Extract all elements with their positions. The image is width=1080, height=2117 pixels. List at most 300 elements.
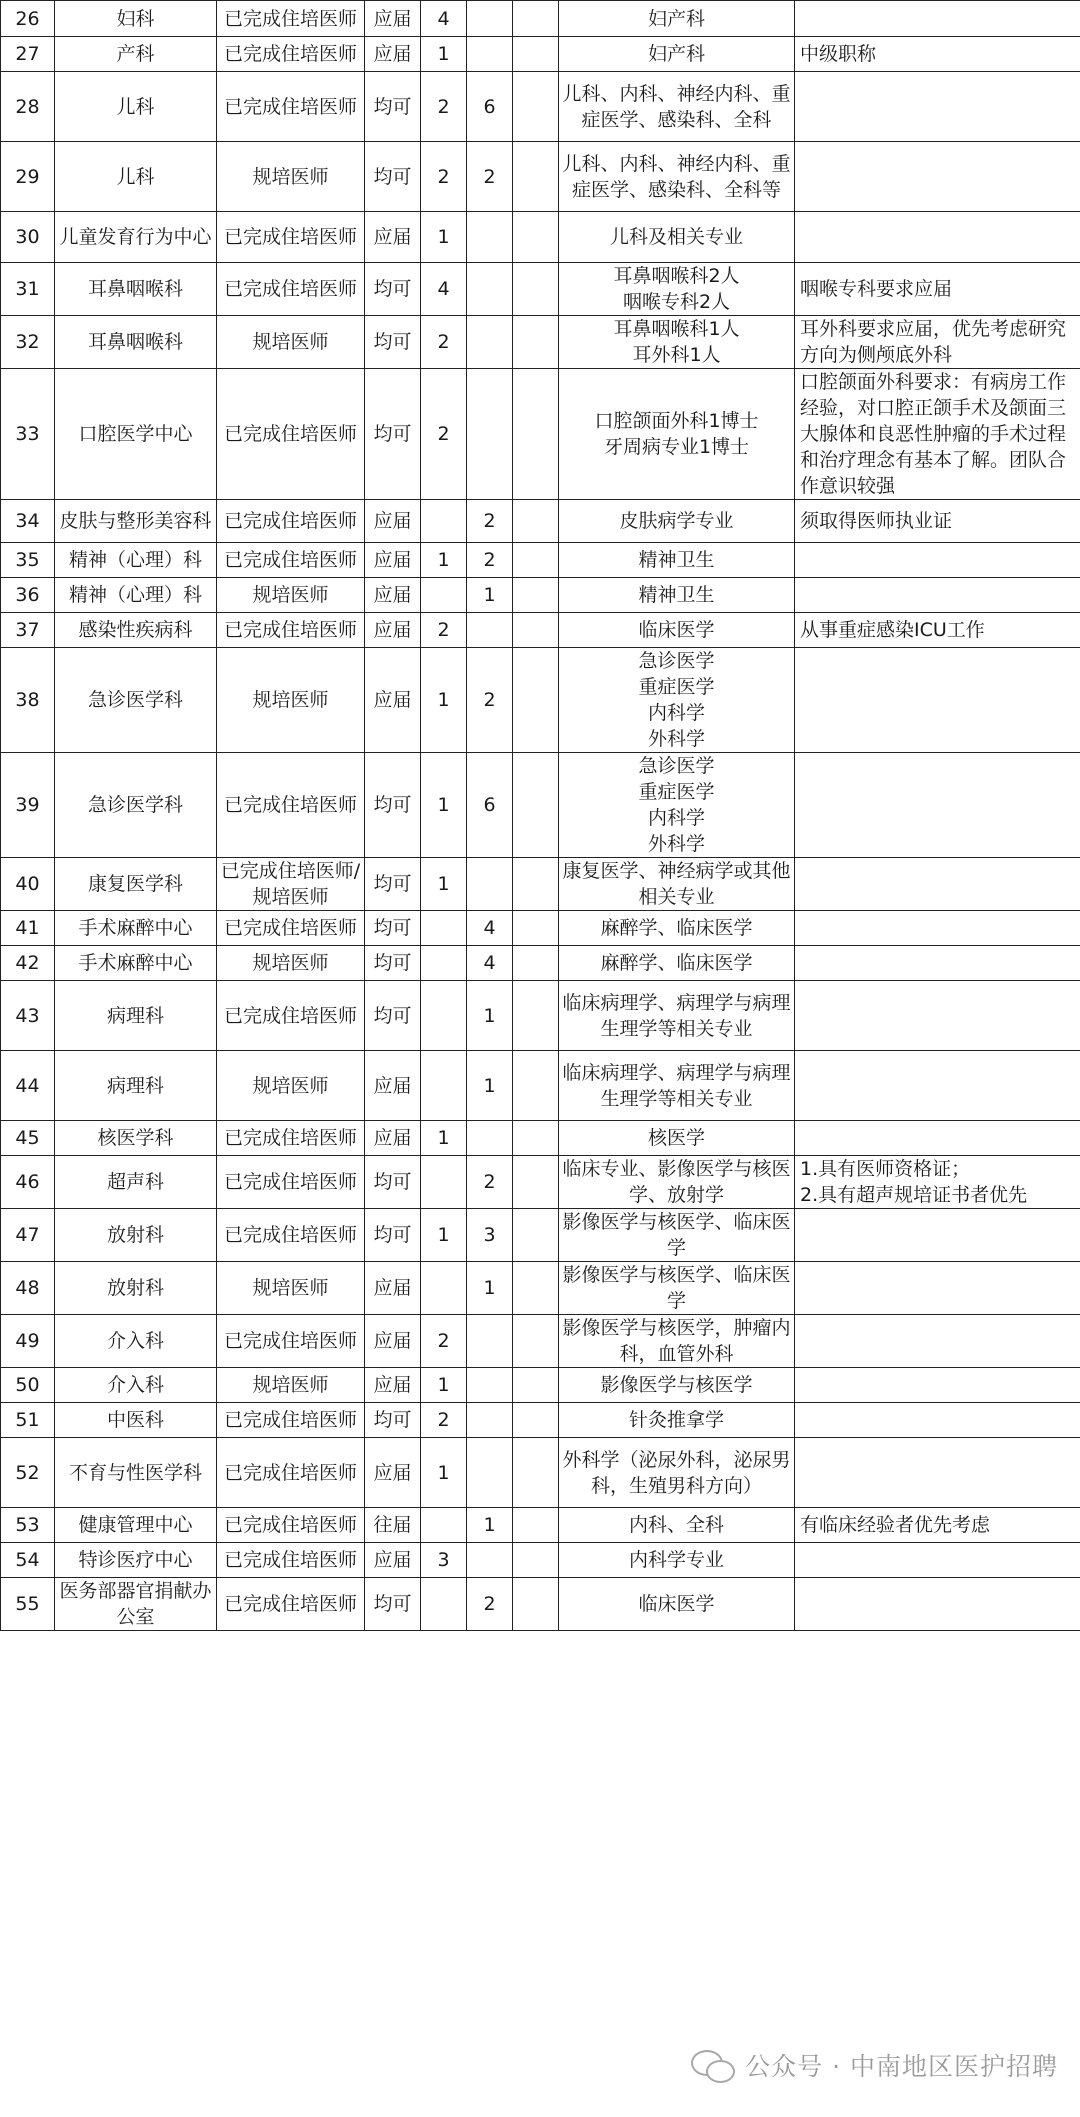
count-cell-1: 4: [421, 1, 467, 37]
count-cell-1: [421, 911, 467, 946]
count-cell-1: 2: [421, 72, 467, 142]
department-cell: 口腔医学中心: [55, 369, 217, 500]
remarks-cell: [795, 1262, 1080, 1315]
department-cell: 不育与性医学科: [55, 1438, 217, 1508]
table-row: [1, 263, 1080, 316]
count-cell-3: [513, 1438, 559, 1508]
count-cell-3: [513, 946, 559, 981]
count-cell-2: [467, 1315, 513, 1368]
count-cell-1: [421, 981, 467, 1051]
remarks-cell: [795, 1578, 1080, 1631]
count-cell-1: 1: [421, 648, 467, 753]
department-cell: 超声科: [55, 1156, 217, 1209]
table-row: [1, 1368, 1080, 1403]
department-cell: 儿科: [55, 72, 217, 142]
major-cell: [559, 1543, 795, 1578]
major-line: 麻醉学、临床医学: [600, 917, 753, 939]
major-cell: [559, 753, 795, 858]
count-cell-2: [467, 1543, 513, 1578]
department-cell: 放射科: [55, 1209, 217, 1262]
major-line: 临床病理学、病理学与病理: [562, 1061, 791, 1084]
count-cell-2: [467, 37, 513, 72]
position-type-cell: 已完成住培医师: [217, 1156, 365, 1209]
row-number: 49: [1, 1315, 55, 1368]
row-number: 45: [1, 1121, 55, 1156]
major-line: 生理学等相关专业: [600, 1087, 753, 1110]
count-cell-3: [513, 578, 559, 613]
position-type-cell: 已完成住培医师: [217, 1543, 365, 1578]
row-number: 54: [1, 1543, 55, 1578]
count-cell-2: 4: [467, 946, 513, 981]
position-type-cell: 已完成住培医师: [217, 1121, 365, 1156]
department-cell: 急诊医学科: [55, 753, 217, 858]
graduate-status-cell: 应届: [365, 613, 421, 648]
count-cell-2: [467, 1, 513, 37]
major-line: 内科学专业: [628, 1549, 724, 1571]
remarks-cell: 口腔颌面外科要求：有病房工作经验，对口腔正颌手术及颌面三大腺体和良恶性肿瘤的手术过程和治疗理念有基本了解。团队合作意识较强: [795, 369, 1080, 500]
count-cell-3: [513, 263, 559, 316]
major-line: 重症医学: [638, 676, 715, 698]
count-cell-2: 2: [467, 500, 513, 543]
graduate-status-cell: 均可: [365, 316, 421, 369]
position-type-cell: 已完成住培医师: [217, 911, 365, 946]
position-type-cell: 规培医师: [217, 1051, 365, 1121]
row-number: 47: [1, 1209, 55, 1262]
count-cell-2: [467, 1368, 513, 1403]
count-cell-3: [513, 858, 559, 911]
count-cell-1: [421, 1156, 467, 1209]
count-cell-3: [513, 1156, 559, 1209]
count-cell-1: 1: [421, 1121, 467, 1156]
row-number: 38: [1, 648, 55, 753]
remarks-cell: [795, 1438, 1080, 1508]
count-cell-2: [467, 613, 513, 648]
position-type-cell: 已完成住培医师: [217, 1209, 365, 1262]
table-row: [1, 648, 1080, 753]
count-cell-2: [467, 1438, 513, 1508]
count-cell-3: [513, 981, 559, 1051]
graduate-status-cell: 应届: [365, 543, 421, 578]
count-cell-1: [421, 578, 467, 613]
row-number: 44: [1, 1051, 55, 1121]
major-line: 影像医学与核医学、临床医: [562, 1211, 791, 1233]
count-cell-2: [467, 316, 513, 369]
count-cell-1: 2: [421, 1315, 467, 1368]
count-cell-3: [513, 648, 559, 753]
count-cell-3: [513, 1262, 559, 1315]
graduate-status-cell: 均可: [365, 369, 421, 500]
row-number: 27: [1, 37, 55, 72]
graduate-status-cell: 均可: [365, 911, 421, 946]
count-cell-3: [513, 142, 559, 212]
graduate-status-cell: 均可: [365, 1578, 421, 1631]
row-number: 31: [1, 263, 55, 316]
major-line: 影像医学与核医学、临床医: [562, 1264, 791, 1286]
department-cell: 医务部器官捐献办公室: [55, 1578, 217, 1631]
major-line: 急诊医学: [638, 650, 715, 672]
table-row: [1, 72, 1080, 142]
watermark-text: 公众号 · 中南地区医护招聘: [745, 2052, 1058, 2081]
count-cell-3: [513, 613, 559, 648]
count-cell-1: 1: [421, 212, 467, 263]
position-type-cell: 规培医师: [217, 1262, 365, 1315]
major-line: 内科学: [647, 807, 705, 829]
major-line: 牙周病专业1博士: [603, 436, 750, 458]
major-line: 儿科、内科、神经内科、重: [562, 152, 791, 175]
major-line: 学: [666, 1237, 686, 1259]
remarks-cell: 从事重症感染ICU工作: [795, 613, 1080, 648]
position-type-cell: 规培医师: [217, 578, 365, 613]
major-cell: [559, 142, 795, 212]
graduate-status-cell: 应届: [365, 1, 421, 37]
count-cell-1: 2: [421, 1403, 467, 1438]
department-cell: 儿童发育行为中心: [55, 212, 217, 263]
major-line: 科，生殖男科方向）: [590, 1474, 762, 1497]
major-line: 学: [666, 1290, 686, 1312]
position-type-cell: 已完成住培医师: [217, 1, 365, 37]
graduate-status-cell: 应届: [365, 578, 421, 613]
major-line: 耳鼻咽喉科1人: [613, 318, 740, 340]
count-cell-2: [467, 1121, 513, 1156]
major-line: 学、放射学: [628, 1184, 724, 1206]
department-cell: 特诊医疗中心: [55, 1543, 217, 1578]
major-cell: [559, 981, 795, 1051]
remarks-cell: 咽喉专科要求应届: [795, 263, 1080, 316]
remarks-cell: [795, 72, 1080, 142]
major-line: 针灸推拿学: [628, 1409, 724, 1431]
row-number: 48: [1, 1262, 55, 1315]
position-type-cell: 已完成住培医师: [217, 1403, 365, 1438]
table-row: [1, 1156, 1080, 1209]
position-type-cell: 已完成住培医师: [217, 263, 365, 316]
table-row: [1, 1543, 1080, 1578]
count-cell-1: [421, 1508, 467, 1543]
major-line: 精神卫生: [638, 549, 715, 571]
row-number: 26: [1, 1, 55, 37]
remarks-cell: [795, 648, 1080, 753]
row-number: 32: [1, 316, 55, 369]
remarks-cell: [795, 858, 1080, 911]
count-cell-2: 2: [467, 1156, 513, 1209]
graduate-status-cell: 均可: [365, 142, 421, 212]
row-number: 30: [1, 212, 55, 263]
count-cell-1: 2: [421, 316, 467, 369]
major-cell: [559, 1121, 795, 1156]
position-type-cell: 已完成住培医师/规培医师: [217, 858, 365, 911]
row-number: 37: [1, 613, 55, 648]
department-cell: 手术麻醉中心: [55, 946, 217, 981]
major-cell: [559, 1262, 795, 1315]
count-cell-2: 4: [467, 911, 513, 946]
position-type-cell: 已完成住培医师: [217, 1438, 365, 1508]
major-cell: [559, 1508, 795, 1543]
row-number: 36: [1, 578, 55, 613]
position-type-cell: 已完成住培医师: [217, 753, 365, 858]
department-cell: 手术麻醉中心: [55, 911, 217, 946]
graduate-status-cell: 均可: [365, 981, 421, 1051]
table-row: [1, 858, 1080, 911]
count-cell-1: 4: [421, 263, 467, 316]
count-cell-3: [513, 316, 559, 369]
major-line: 内科、全科: [628, 1514, 724, 1536]
major-cell: [559, 72, 795, 142]
count-cell-3: [513, 543, 559, 578]
row-number: 55: [1, 1578, 55, 1631]
graduate-status-cell: 应届: [365, 1121, 421, 1156]
graduate-status-cell: 应届: [365, 1262, 421, 1315]
graduate-status-cell: 应届: [365, 1051, 421, 1121]
row-number: 41: [1, 911, 55, 946]
table-row: [1, 613, 1080, 648]
graduate-status-cell: 均可: [365, 858, 421, 911]
major-line: 皮肤病学专业: [619, 510, 734, 532]
table-row: [1, 1209, 1080, 1262]
remarks-cell: [795, 753, 1080, 858]
department-cell: 介入科: [55, 1315, 217, 1368]
graduate-status-cell: 应届: [365, 500, 421, 543]
count-cell-1: [421, 500, 467, 543]
major-line: 咽喉专科2人: [622, 291, 731, 313]
count-cell-1: 1: [421, 753, 467, 858]
major-line: 重症医学: [638, 781, 715, 803]
count-cell-2: 2: [467, 1578, 513, 1631]
department-cell: 康复医学科: [55, 858, 217, 911]
major-line: 临床医学: [638, 619, 715, 641]
major-cell: [559, 212, 795, 263]
remarks-cell: [795, 981, 1080, 1051]
table-row: [1, 1508, 1080, 1543]
remarks-cell: [795, 946, 1080, 981]
wechat-icon: [691, 2048, 735, 2082]
count-cell-3: [513, 1368, 559, 1403]
table-row: [1, 911, 1080, 946]
graduate-status-cell: 均可: [365, 1156, 421, 1209]
table-row: [1, 212, 1080, 263]
count-cell-2: 2: [467, 142, 513, 212]
major-cell: [559, 1, 795, 37]
position-type-cell: 已完成住培医师: [217, 1315, 365, 1368]
major-cell: [559, 369, 795, 500]
position-type-cell: 已完成住培医师: [217, 500, 365, 543]
count-cell-3: [513, 500, 559, 543]
row-number: 53: [1, 1508, 55, 1543]
count-cell-1: 1: [421, 1438, 467, 1508]
count-cell-1: 2: [421, 613, 467, 648]
count-cell-1: [421, 1578, 467, 1631]
count-cell-2: [467, 263, 513, 316]
remarks-cell: [795, 543, 1080, 578]
table-row: [1, 1315, 1080, 1368]
count-cell-2: [467, 212, 513, 263]
row-number: 40: [1, 858, 55, 911]
row-number: 43: [1, 981, 55, 1051]
remarks-cell: [795, 1121, 1080, 1156]
major-cell: [559, 1403, 795, 1438]
count-cell-2: 2: [467, 543, 513, 578]
major-cell: [559, 1156, 795, 1209]
department-cell: 皮肤与整形美容科: [55, 500, 217, 543]
count-cell-2: 6: [467, 753, 513, 858]
count-cell-3: [513, 72, 559, 142]
count-cell-3: [513, 1508, 559, 1543]
count-cell-3: [513, 753, 559, 858]
department-cell: 中医科: [55, 1403, 217, 1438]
table-row: [1, 753, 1080, 858]
count-cell-2: 2: [467, 648, 513, 753]
graduate-status-cell: 应届: [365, 212, 421, 263]
position-type-cell: 已完成住培医师: [217, 613, 365, 648]
remarks-cell: [795, 142, 1080, 212]
major-line: 精神卫生: [638, 584, 715, 606]
count-cell-3: [513, 37, 559, 72]
major-cell: [559, 543, 795, 578]
major-cell: [559, 1209, 795, 1262]
row-number: 52: [1, 1438, 55, 1508]
department-cell: 感染性疾病科: [55, 613, 217, 648]
graduate-status-cell: 均可: [365, 753, 421, 858]
major-cell: [559, 1578, 795, 1631]
count-cell-2: [467, 1403, 513, 1438]
department-cell: 儿科: [55, 142, 217, 212]
major-line: 内科学: [647, 702, 705, 724]
major-line: 耳鼻咽喉科2人: [613, 265, 740, 287]
remark-line: 1.具有医师资格证；: [800, 1158, 971, 1180]
major-line: 生理学等相关专业: [600, 1017, 753, 1040]
remarks-cell: [795, 1315, 1080, 1368]
major-line: 临床医学: [638, 1593, 715, 1615]
row-number: 35: [1, 543, 55, 578]
table-row: [1, 1403, 1080, 1438]
position-type-cell: 规培医师: [217, 1368, 365, 1403]
department-cell: 病理科: [55, 1051, 217, 1121]
table-row: [1, 578, 1080, 613]
table-row: [1, 1438, 1080, 1508]
remarks-cell: [795, 1209, 1080, 1262]
position-type-cell: 已完成住培医师: [217, 72, 365, 142]
major-line: 妇产科: [647, 43, 705, 65]
graduate-status-cell: 应届: [365, 1543, 421, 1578]
count-cell-3: [513, 1543, 559, 1578]
graduate-status-cell: 均可: [365, 263, 421, 316]
count-cell-3: [513, 1315, 559, 1368]
graduate-status-cell: 均可: [365, 946, 421, 981]
count-cell-3: [513, 1209, 559, 1262]
position-type-cell: 已完成住培医师: [217, 369, 365, 500]
remarks-cell: 须取得医师执业证: [795, 500, 1080, 543]
row-number: 42: [1, 946, 55, 981]
remarks-cell: [795, 1403, 1080, 1438]
major-line: 外科学: [647, 728, 705, 750]
remarks-cell: 耳外科要求应届，优先考虑研究方向为侧颅底外科: [795, 316, 1080, 369]
count-cell-1: [421, 946, 467, 981]
position-type-cell: 已完成住培医师: [217, 37, 365, 72]
count-cell-1: 1: [421, 37, 467, 72]
major-cell: [559, 1438, 795, 1508]
major-line: 症医学、感染科、全科等: [571, 178, 781, 201]
row-number: 33: [1, 369, 55, 500]
graduate-status-cell: 应届: [365, 1315, 421, 1368]
count-cell-1: 2: [421, 142, 467, 212]
row-number: 50: [1, 1368, 55, 1403]
count-cell-3: [513, 369, 559, 500]
major-line: 临床病理学、病理学与病理: [562, 991, 791, 1014]
major-line: 耳外科1人: [632, 344, 721, 366]
remarks-cell: [795, 1543, 1080, 1578]
count-cell-1: 1: [421, 1209, 467, 1262]
position-type-cell: 已完成住培医师: [217, 543, 365, 578]
department-cell: 耳鼻咽喉科: [55, 316, 217, 369]
row-number: 46: [1, 1156, 55, 1209]
table-row: [1, 1121, 1080, 1156]
major-cell: [559, 858, 795, 911]
major-cell: [559, 613, 795, 648]
department-cell: 妇科: [55, 1, 217, 37]
count-cell-3: [513, 1578, 559, 1631]
table-row: [1, 369, 1080, 500]
graduate-status-cell: 应届: [365, 1368, 421, 1403]
graduate-status-cell: 应届: [365, 1438, 421, 1508]
table-row: [1, 1051, 1080, 1121]
position-type-cell: 规培医师: [217, 946, 365, 981]
remarks-cell: [795, 1, 1080, 37]
major-line: 口腔颌面外科1博士: [594, 410, 759, 432]
position-type-cell: 规培医师: [217, 142, 365, 212]
table-row: [1, 316, 1080, 369]
count-cell-2: 1: [467, 578, 513, 613]
count-cell-1: [421, 1262, 467, 1315]
major-line: 妇产科: [647, 7, 705, 30]
major-line: 影像医学与核医学: [600, 1374, 753, 1396]
major-cell: [559, 946, 795, 981]
major-cell: [559, 1368, 795, 1403]
department-cell: 介入科: [55, 1368, 217, 1403]
graduate-status-cell: 均可: [365, 1209, 421, 1262]
department-cell: 耳鼻咽喉科: [55, 263, 217, 316]
count-cell-2: 1: [467, 981, 513, 1051]
position-type-cell: 规培医师: [217, 316, 365, 369]
table-row: [1, 1262, 1080, 1315]
graduate-status-cell: 应届: [365, 37, 421, 72]
remarks-cell: 中级职称: [795, 37, 1080, 72]
count-cell-3: [513, 1051, 559, 1121]
major-line: 儿科、内科、神经内科、重: [562, 82, 791, 105]
remarks-cell: 有临床经验者优先考虑: [795, 1508, 1080, 1543]
remarks-cell: [795, 911, 1080, 946]
remark-line: 2.具有超声规培证书者优先: [800, 1184, 1028, 1206]
position-type-cell: 已完成住培医师: [217, 981, 365, 1051]
count-cell-1: 2: [421, 369, 467, 500]
graduate-status-cell: 应届: [365, 648, 421, 753]
major-line: 外科学（泌尿外科，泌尿男: [562, 1448, 791, 1471]
count-cell-3: [513, 1, 559, 37]
major-line: 外科学: [647, 833, 705, 855]
major-line: 核医学: [647, 1127, 705, 1149]
count-cell-1: 1: [421, 1368, 467, 1403]
graduate-status-cell: 均可: [365, 72, 421, 142]
table-row: [1, 1578, 1080, 1631]
table-row: [1, 37, 1080, 72]
major-cell: [559, 1315, 795, 1368]
count-cell-2: 1: [467, 1051, 513, 1121]
major-line: 康复医学、神经病学或其他: [562, 860, 791, 882]
department-cell: 核医学科: [55, 1121, 217, 1156]
watermark: [691, 2047, 1058, 2083]
department-cell: 放射科: [55, 1262, 217, 1315]
major-line: 影像医学与核医学，肿瘤内: [562, 1317, 791, 1339]
remarks-cell: [795, 212, 1080, 263]
major-cell: [559, 911, 795, 946]
table-row: [1, 946, 1080, 981]
